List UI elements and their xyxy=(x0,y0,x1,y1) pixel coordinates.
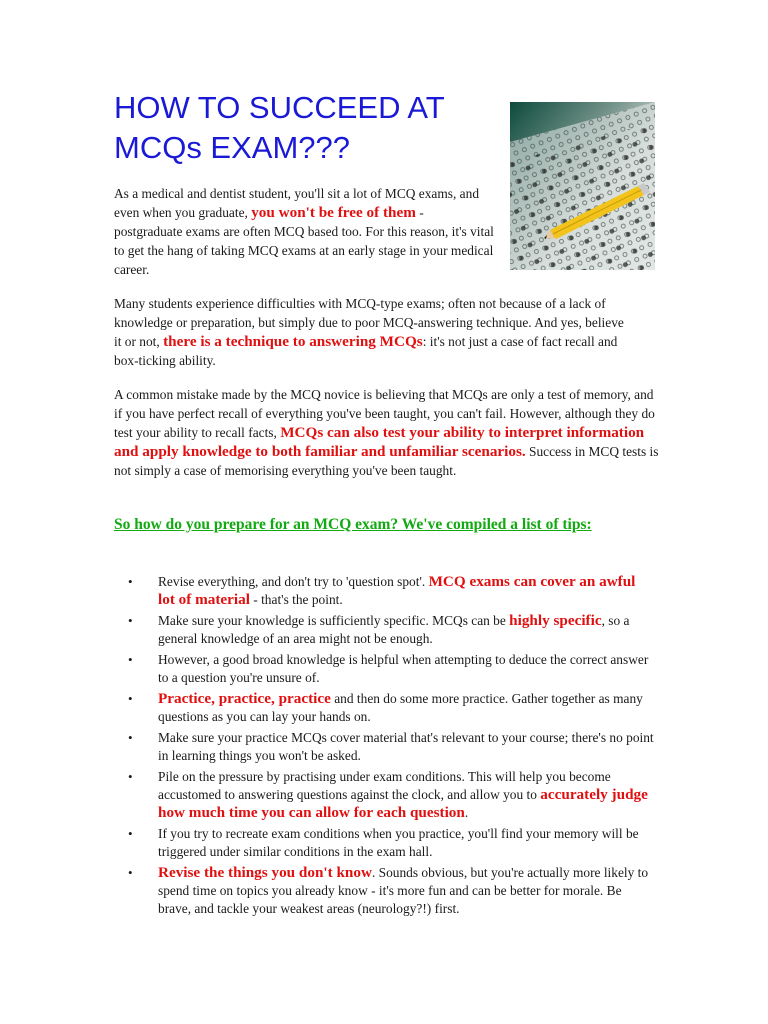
tip-highlight: MCQ exams can cover an awful lot of material xyxy=(158,573,636,608)
tip-text: If you try to recreate exam conditions when you practice, you'll find your memory will be triggered under similar conditions in the exam hall. xyxy=(158,826,639,859)
paragraph-technique-text-2: : it's not just a case of fact recall and box-ticking ability. xyxy=(114,334,618,368)
tip-text-end: and then do some more practice. Gather together as many questions as you can lay your hands on. xyxy=(158,691,643,724)
tip-item xyxy=(114,864,654,918)
tips-list xyxy=(114,573,654,921)
paragraph-technique-highlight: there is a technique to answering MCQs xyxy=(163,333,423,350)
tip-text-end: , so a general knowledge of an area might not be enough. xyxy=(158,613,630,646)
tips-heading: So how do you prepare for an MCQ exam? We've compiled a list of tips: xyxy=(114,516,592,533)
paragraph-intro-highlight: you won't be free of them xyxy=(251,204,416,221)
paragraph-intro-text-2: - postgraduate exams are often MCQ based too. For this reason, it's vital to get the hang of taking MCQ exams at an early stage in your medical career. xyxy=(114,205,494,277)
tip-item xyxy=(114,690,654,726)
bullet-icon: • xyxy=(128,574,133,589)
paragraph-mistake-highlight: MCQs can also test your ability to interpret information and apply knowledge to both familiar and unfamiliar scenarios. xyxy=(114,424,645,460)
tip-text: Pile on the pressure by practising under exam conditions. This will help you become accustomed to answering questions against the clock, and allow you to xyxy=(158,769,611,802)
tip-item xyxy=(114,612,654,648)
answer-sheet-pencil-image xyxy=(510,102,655,270)
tip-highlight: accurately judge how much time you can allow for each question xyxy=(158,786,648,821)
title-line-2: MCQs EXAM??? xyxy=(114,130,351,165)
tip-text: Revise everything, and don't try to 'question spot'. xyxy=(158,574,429,589)
paragraph-mistake-text-2: Success in MCQ tests is not simply a case of memorising everything you've been taught. xyxy=(114,444,659,478)
bullet-icon: • xyxy=(128,652,133,667)
tip-item xyxy=(114,825,654,861)
tip-text-end: . xyxy=(464,805,469,820)
tip-item xyxy=(114,651,654,687)
bullet-icon: • xyxy=(128,826,133,841)
title-line-1: HOW TO SUCCEED AT xyxy=(114,90,445,125)
bullet-icon: • xyxy=(128,730,133,745)
paragraph-intro-text-1: As a medical and dentist student, you'll sit a lot of MCQ exams, and even when you graduate, xyxy=(114,186,480,220)
tip-text: However, a good broad knowledge is helpful when attempting to deduce the correct answer to a question you're unsure of. xyxy=(158,652,649,685)
bullet-icon: • xyxy=(128,691,133,706)
tip-text-end: . Sounds obvious, but you're actually more likely to spend time on topics you already know - it's more fun and can be better for morale. Be brave, and tackle your weakest areas (neurology?!) first. xyxy=(158,865,649,916)
paragraph-intro xyxy=(114,184,494,279)
paragraph-mistake xyxy=(114,385,659,480)
tip-text-end: - that's the point. xyxy=(249,592,343,607)
bullet-icon: • xyxy=(128,613,133,628)
bullet-icon: • xyxy=(128,769,133,784)
paragraph-technique xyxy=(114,294,634,370)
tip-highlight: Practice, practice, practice xyxy=(158,690,331,707)
tip-text: Make sure your knowledge is sufficiently specific. MCQs can be xyxy=(158,613,510,628)
tip-highlight: highly specific xyxy=(509,612,602,629)
paragraph-mistake-text-1: A common mistake made by the MCQ novice is believing that MCQs are only a test of memory, and if you have perfect recall of everything you've been taught, you can't fail. However, although they do test your ability to recall facts, xyxy=(114,387,655,440)
tip-highlight: Revise the things you don't know xyxy=(158,864,372,881)
paragraph-technique-text-1: Many students experience difficulties with MCQ-type exams; often not because of a lack of knowledge or preparation, but simply due to poor MCQ-answering technique. And yes, believe it or not, xyxy=(114,296,624,349)
tip-item xyxy=(114,729,654,765)
tip-text: Make sure your practice MCQs cover material that's relevant to your course; there's no point in learning things you won't be asked. xyxy=(158,730,654,763)
bullet-icon: • xyxy=(128,865,133,880)
tip-item xyxy=(114,768,654,822)
page-title xyxy=(114,88,504,168)
tip-item xyxy=(114,573,654,609)
